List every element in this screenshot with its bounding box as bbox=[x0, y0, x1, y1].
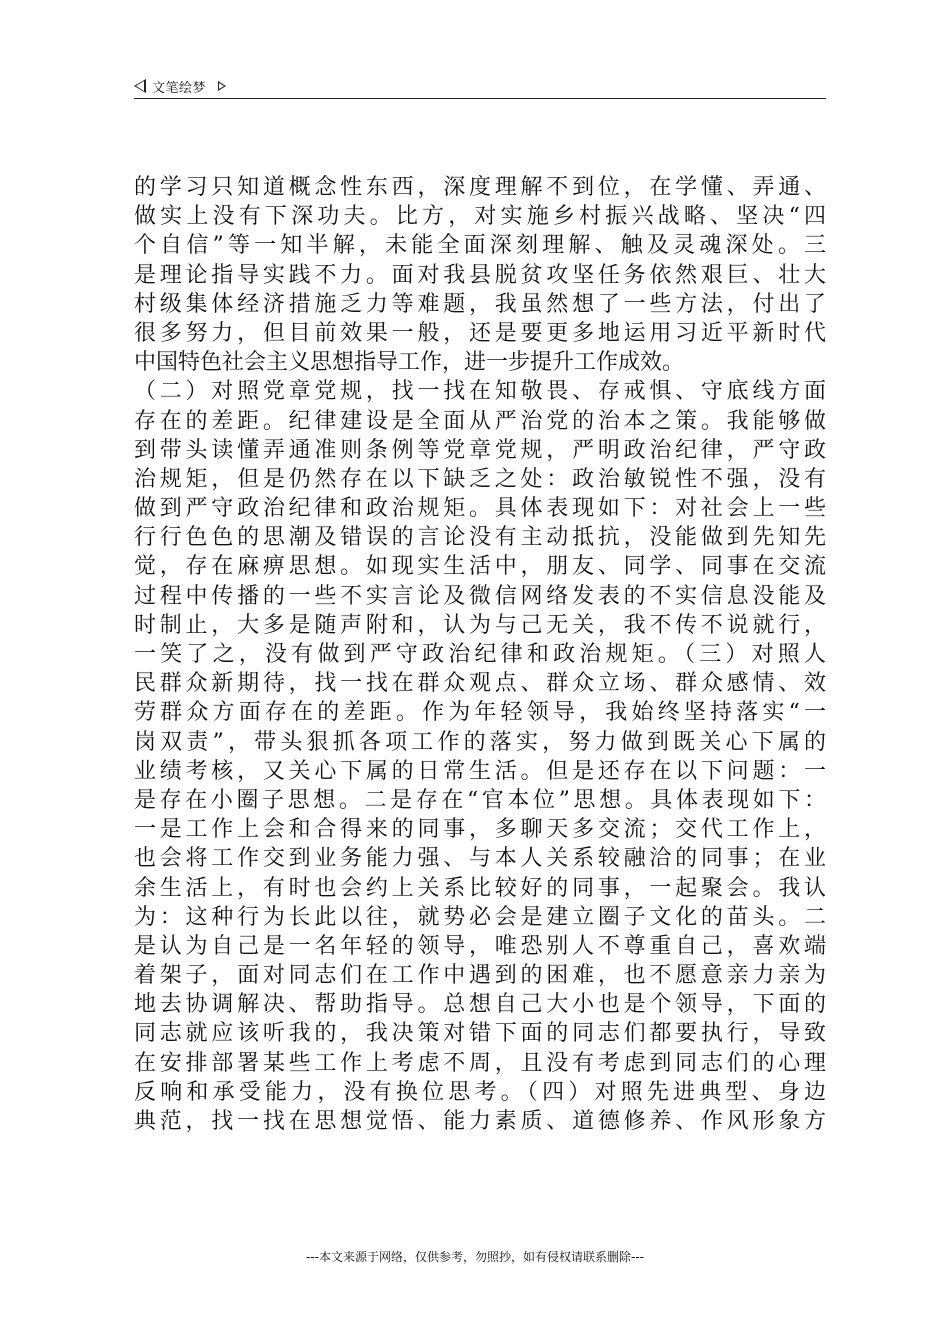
text-line: 同志就应该听我的，我决策对错下面的同志们都要执行，导致 bbox=[134, 1021, 826, 1047]
text-line: 反响和承受能力，没有换位思考。（四）对照先进典型、身边 bbox=[134, 1079, 826, 1105]
body-text bbox=[134, 173, 826, 1136]
text-line: 地去协调解决、帮助指导。总想自己大小也是个领导，下面的 bbox=[134, 992, 826, 1018]
text-line: 中国特色社会主义思想指导工作，进一步提升工作成效。 bbox=[134, 350, 685, 376]
text-line: 觉，存在麻痹思想。如现实生活中，朋友、同学、同事在交流 bbox=[134, 554, 826, 580]
text-line: 个自信”等一知半解，未能全面深刻理解、触及灵魂深处。三 bbox=[134, 233, 826, 259]
triangle-right-icon bbox=[218, 81, 226, 91]
text-line: 一是工作上会和合得来的同事，多聊天多交流；交代工作上， bbox=[134, 817, 826, 843]
text-line: 做实上没有下深功夫。比方，对实施乡村振兴战略、坚决“四 bbox=[134, 204, 826, 230]
text-line: 业绩考核，又关心下属的日常生活。但是还存在以下问题：一 bbox=[134, 758, 826, 784]
text-line: 村级集体经济措施乏力等难题，我虽然想了一些方法，付出了 bbox=[134, 291, 826, 317]
text-line: 是理论指导实践不力。面对我县脱贫攻坚任务依然艰巨、壮大 bbox=[134, 262, 826, 288]
text-line: 行行色色的思潮及错误的言论没有主动抵抗，没能做到先知先 bbox=[134, 525, 826, 551]
text-line: 一笑了之，没有做到严守政治纪律和政治规矩。（三）对照人 bbox=[134, 642, 826, 667]
text-line: 民群众新期待，找一找在群众观点、群众立场、群众感情、效 bbox=[134, 671, 826, 697]
text-line: 的学习只知道概念性东西，深度理解不到位，在学懂、弄通、 bbox=[134, 175, 826, 200]
text-line: （二）对照党章党规，找一找在知敬畏、存戒惧、守底线方面 bbox=[134, 379, 826, 405]
page-footer: ---本文来源于网络，仅供参考，勿照抄，如有侵权请联系删除--- bbox=[306, 1250, 644, 1264]
page-header bbox=[134, 74, 826, 99]
text-line: 为：这种行为长此以往，就势必会是建立圈子文化的苗头。二 bbox=[134, 904, 826, 930]
text-line: 也会将工作交到业务能力强、与本人关系较融洽的同事；在业 bbox=[134, 846, 826, 872]
text-line: 到带头读懂弄通准则条例等党章党规，严明政治纪律，严守政 bbox=[134, 437, 826, 463]
text-line: 做到严守政治纪律和政治规矩。具体表现如下：对社会上一些 bbox=[134, 496, 826, 522]
text-line: 过程中传播的一些不实言论及微信网络发表的不实信息没能及 bbox=[134, 583, 826, 609]
text-line: 是存在小圈子思想。二是存在“官本位”思想。具体表现如下： bbox=[134, 787, 826, 813]
text-line: 余生活上，有时也会约上关系比较好的同事，一起聚会。我认 bbox=[134, 875, 826, 901]
text-line: 存在的差距。纪律建设是全面从严治党的治本之策。我能够做 bbox=[134, 408, 826, 434]
text-line: 着架子，面对同志们在工作中遇到的困难，也不愿意亲力亲为 bbox=[134, 963, 826, 989]
text-line: 在安排部署某些工作上考虑不周，且没有考虑到同志们的心理 bbox=[134, 1050, 826, 1076]
text-line: 治规矩，但是仍然存在以下缺乏之处：政治敏锐性不强，没有 bbox=[134, 466, 826, 492]
text-line: 典范，找一找在思想觉悟、能力素质、道德修养、作风形象方 bbox=[134, 1109, 826, 1134]
text-line: 是认为自己是一名年轻的领导，唯恐别人不尊重自己，喜欢端 bbox=[134, 933, 826, 959]
triangle-left-icon bbox=[134, 79, 146, 93]
text-line: 很多努力，但目前效果一般，还是要更多地运用习近平新时代 bbox=[134, 320, 826, 346]
header-title: 文笔绘梦 bbox=[152, 80, 207, 96]
text-line: 劳群众方面存在的差距。作为年轻领导，我始终坚持落实“一 bbox=[134, 700, 826, 726]
text-line: 时制止，大多是随声附和，认为与己无关，我不传不说就行， bbox=[134, 612, 826, 638]
text-line: 岗双责”，带头狠抓各项工作的落实，努力做到既关心下属的 bbox=[134, 729, 826, 755]
